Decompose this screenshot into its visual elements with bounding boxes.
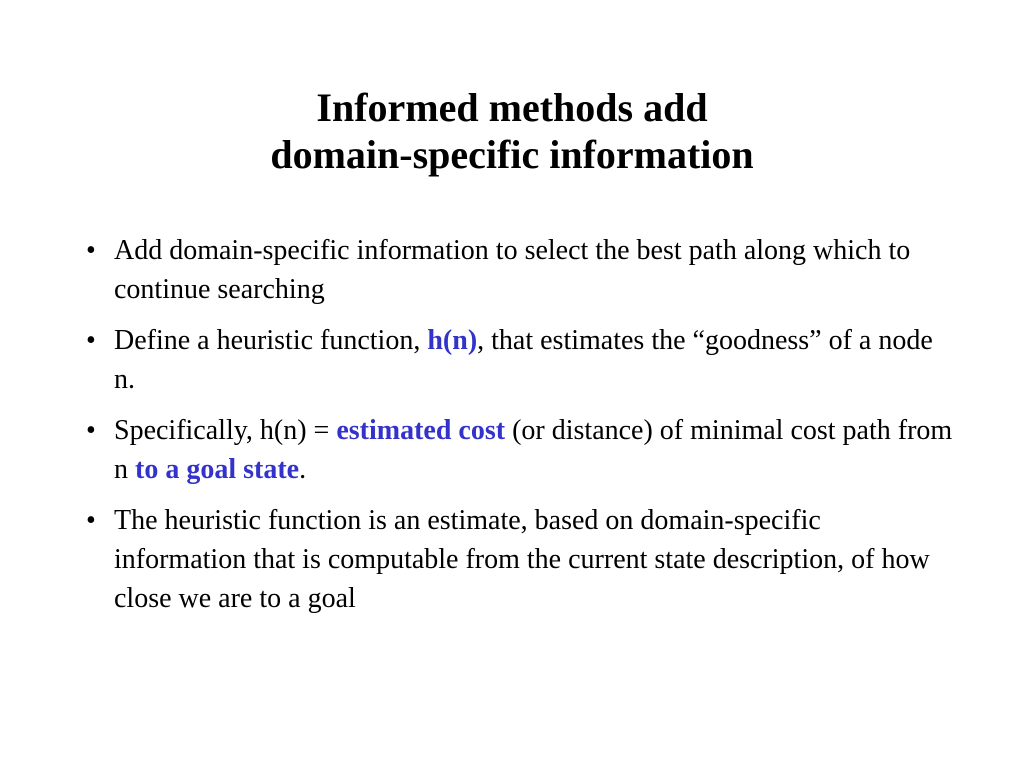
- bullet-item-1: [86, 231, 956, 309]
- bullet-text-part: (or distance) of minimal cost path from n: [114, 415, 953, 485]
- highlighted-term: estimated cost: [336, 415, 506, 446]
- bullet-item-2: [86, 321, 956, 399]
- bullet-text-part: Define a heuristic function,: [114, 325, 428, 356]
- bullet-icon: •: [86, 505, 96, 536]
- bullet-text-part: Specifically, h(n) =: [114, 415, 337, 446]
- slide-title-line-2: domain-specific information: [270, 132, 754, 177]
- bullet-text-part: , that estimates the “goodness” of a node n.: [114, 325, 933, 395]
- highlighted-term: to a goal state: [135, 454, 300, 485]
- bullet-text-part: .: [299, 454, 307, 485]
- bullet-text: The heuristic function is an estimate, based on domain-specific information that is computable from the current state description, of how close we are to a goal: [114, 505, 930, 614]
- bullet-icon: •: [86, 415, 96, 446]
- bullet-item-4: [86, 501, 956, 618]
- bullet-icon: •: [86, 325, 96, 356]
- highlighted-term: h(n): [427, 325, 478, 356]
- slide-title-line-1: Informed methods add: [316, 85, 708, 130]
- bullet-item-3: [86, 411, 956, 489]
- bullet-text: Add domain-specific information to select the best path along which to continue searching: [114, 235, 911, 305]
- bullet-list: [86, 231, 956, 630]
- bullet-icon: •: [86, 235, 96, 266]
- slide-title: [0, 84, 1024, 178]
